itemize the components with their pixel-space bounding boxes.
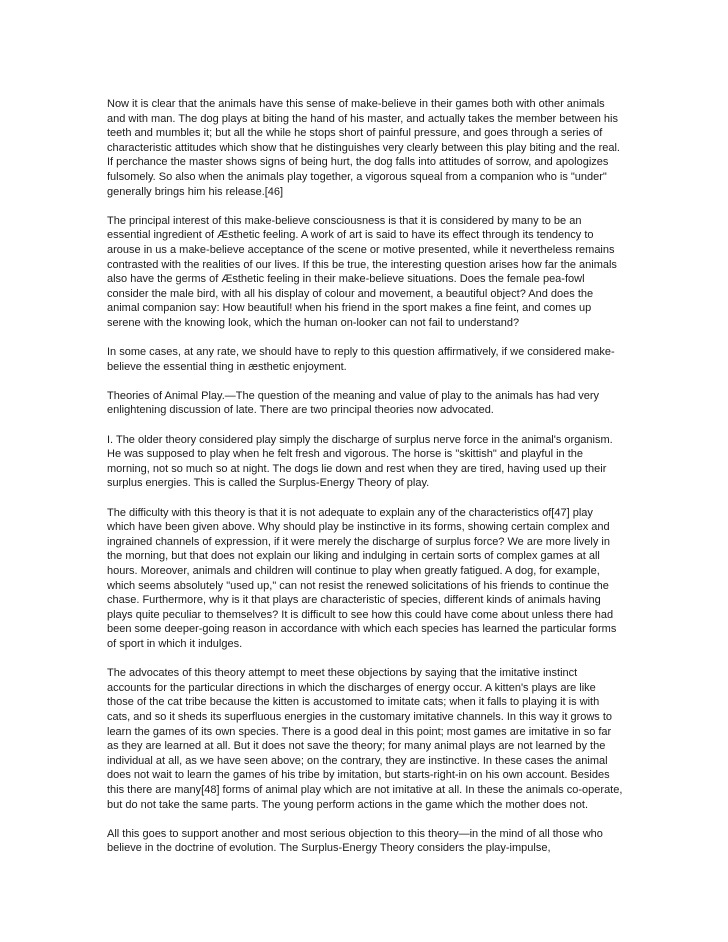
paragraph-imitative-instinct: The advocates of this theory attempt to meet these objections by saying that the imitative instinct accounts for the particular directions in which the discharges of energy occur. A kitten's plays are like those of the cat tribe because the kitten is accustomed to imitate cats; when it falls to playing it is with cats, and so it sheds its superfluous energies in the customary imitative channels. In this way it grows to learn the games of its own species. There is a good deal in this point; most games are imitative in so far as they are learned at all. But it does not save the theory; for many animal plays are not learned by the individual at all, as we have seen above; on the contrary, they are instinctive. In these cases the animal does not wait to learn the games of his tribe by imitation, but starts-right-in on his own account. Besides this there are many[48] forms of animal play which are not imitative at all. In these the animals co-operate, but do not take the same parts. The young perform actions in the game which the mother does not.	[107, 667, 623, 811]
paragraph-theories-heading: Theories of Animal Play.—The question of the meaning and value of play to the animals has had very enlightening discussion of late. There are two principal theories now advocated.	[107, 389, 600, 417]
paragraph-affirmative-reply: In some cases, at any rate, we should have to reply to this question affirmatively, if we considered make-believe the essential thing in æsthetic enjoyment.	[107, 346, 615, 373]
paragraph-surplus-energy-theory: I. The older theory considered play simply the discharge of surplus nerve force in the animal's organism. He was supposed to play when he felt fresh and vigorous. The horse is "skittish" and playful in the morning, not so much so at night. The dogs lie down and rest when they are tired, having used up their surplus energies. This is called the Surplus-Energy Theory of play.	[107, 433, 613, 490]
paragraph-evolution-objection: All this goes to support another and most serious objection to this theory—in the mind of all those who believe in the doctrine of evolution. The Surplus-Energy Theory considers the play-impulse,	[107, 827, 603, 855]
paragraph-aesthetic-interest: The principal interest of this make-believe consciousness is that it is considered by many to be an essential ingredient of Æsthetic feeling. A work of art is said to have its effect through its tendency to arouse in us a make-believe acceptance of the scene or motive presented, while it nevertheless remains contrasted with the realities of our lives. If this be true, the interesting question arises how far the animals also have the germs of Æsthetic feeling in their make-believe situations. Does the female pea-fowl consider the male bird, with all his display of colour and movement, a beautiful object? And does the animal companion say: How beautiful! when his friend in the sport makes a fine feint, and comes up serene with the knowing look, which the human on-looker can not fail to understand?	[107, 214, 617, 329]
paragraph-theory-difficulty: The difficulty with this theory is that it is not adequate to explain any of the characteristics of[47] play which have been given above. Why should play be instinctive in its forms, showing certain complex and ingrained channels of expression, if it were merely the discharge of surplus force? We are more lively in the morning, but that does not explain our liking and indulging in certain sorts of complex games at all hours. Moreover, animals and children will continue to play when greatly fatigued. A dog, for example, which seems absolutely "used up," can not resist the renewed solicitations of his friends to continue the chase. Furthermore, why is it that plays are characteristic of species, different kinds of animals having plays quite peculiar to themselves? It is difficult to see how this could have come about unless there had been some deeper-going reason in accordance with which each species has learned the particular forms of sport in which it indulges.	[107, 506, 617, 650]
document-page	[107, 97, 623, 856]
paragraph-make-believe: Now it is clear that the animals have this sense of make-believe in their games both with other animals and with man. The dog plays at biting the hand of his master, and actually takes the member between his teeth and mumbles it; but all the while he stops short of painful pressure, and goes through a series of characteristic attitudes which show that he distinguishes very clearly between this play biting and the real. If perchance the master shows signs of being hurt, the dog falls into attitudes of sorrow, and apologizes fulsomely. So also when the animals play together, a vigorous squeal from a companion who is "under" generally brings him his release.[46]	[107, 98, 620, 198]
